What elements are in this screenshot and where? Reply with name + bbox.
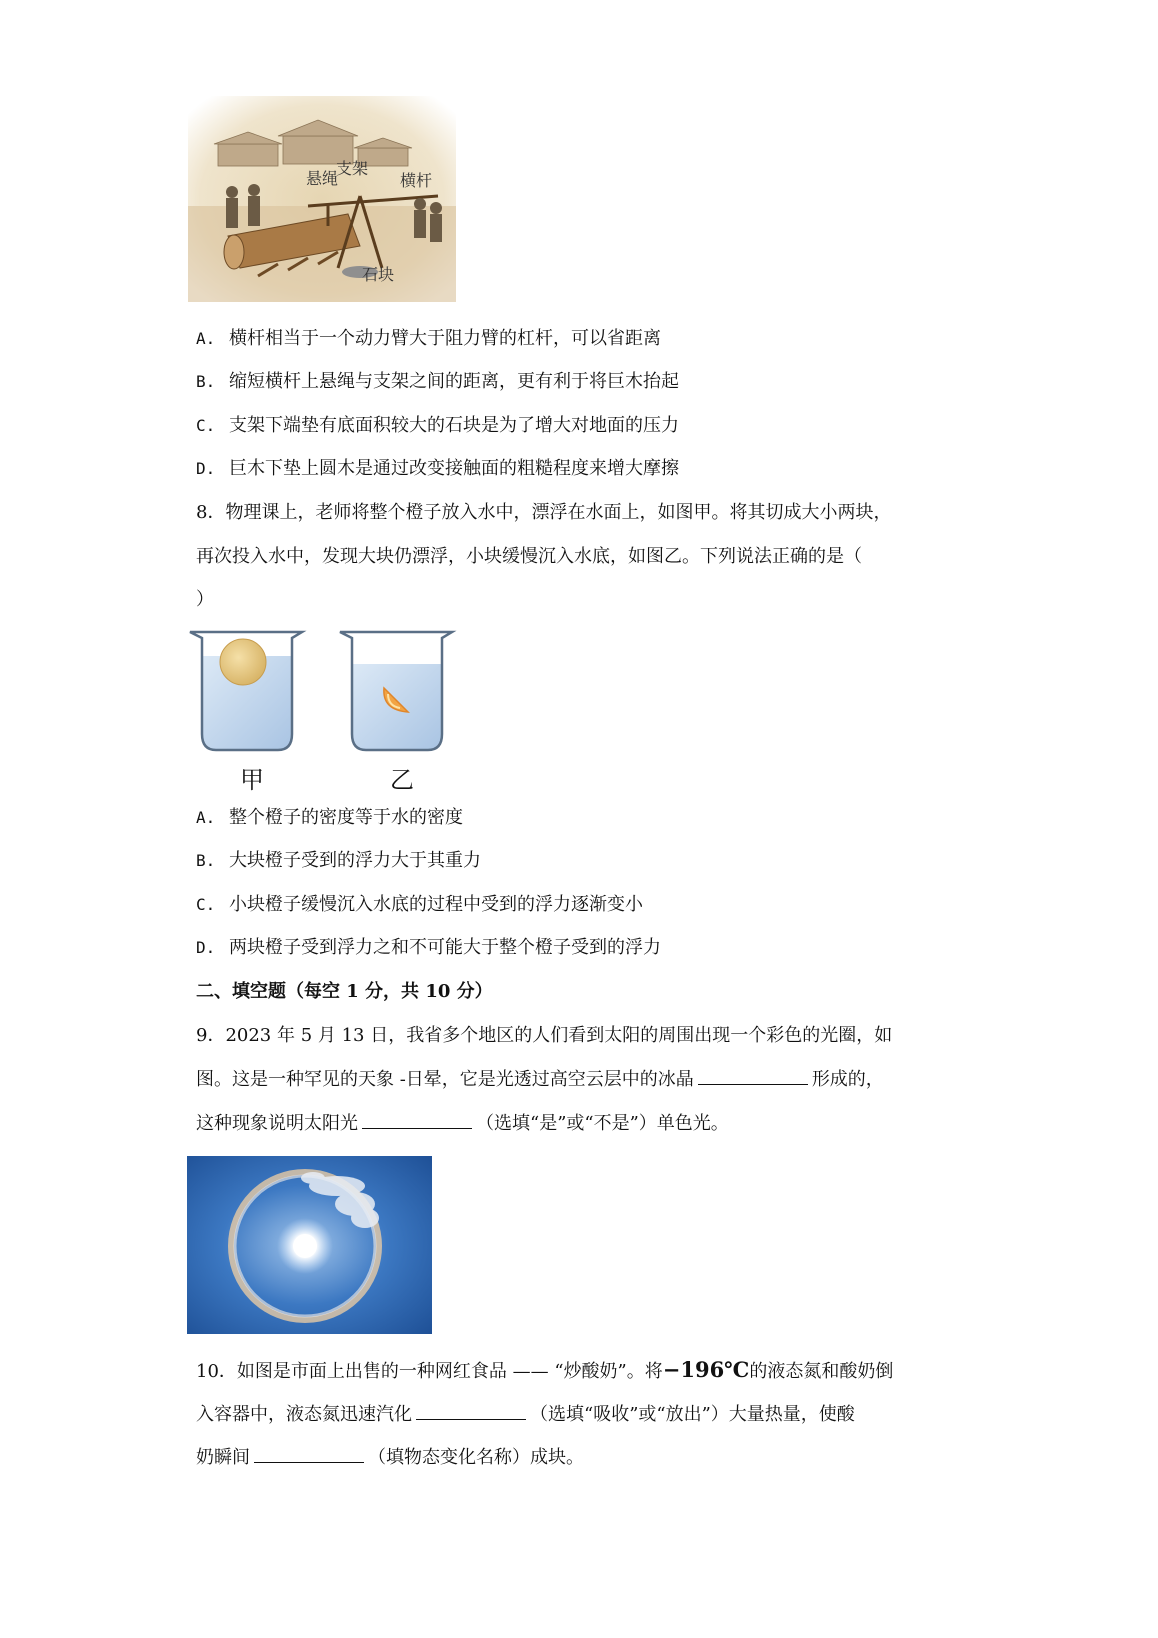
q8-line3: ） — [196, 589, 214, 610]
option-text: 巨木下垫上圆木是通过改变接触面的粗糙程度来增大摩擦 — [229, 458, 679, 479]
q10-temperature: −196℃ — [662, 1357, 750, 1382]
q10-blank-1[interactable] — [416, 1403, 526, 1420]
label-stone: 石块 — [362, 265, 395, 284]
q8-option-a — [196, 807, 463, 829]
q8-line2: 再次投入水中，发现大块仍漂浮，小块缓慢沉入水底，如图乙。下列说法正确的是（ — [196, 546, 862, 567]
option-letter: A. — [196, 329, 216, 348]
q7-option-d — [196, 458, 679, 480]
option-text: 横杆相当于一个动力臂大于阻力臂的杠杆，可以省距离 — [229, 328, 661, 349]
label-rope: 悬绳 — [306, 169, 339, 188]
q9-blank-1[interactable] — [698, 1068, 808, 1085]
sun-halo-photo — [187, 1156, 432, 1334]
option-letter: D. — [196, 459, 216, 478]
q10-line1-text-b: 的液态氮和酸奶倒 — [749, 1361, 894, 1382]
option-text: 支架下端垫有底面积较大的石块是为了增大对地面的压力 — [229, 415, 679, 436]
q8-option-b — [196, 850, 481, 872]
beaker-label-jia: 甲 — [240, 766, 264, 794]
q10-line2-text-b: （选填“吸收”或“放出”）大量热量，使酸 — [530, 1404, 855, 1425]
option-text: 两块橙子受到浮力之和不可能大于整个橙子受到的浮力 — [229, 937, 661, 958]
option-text: 缩短横杆上悬绳与支架之间的距离，更有利于将巨木抬起 — [229, 371, 679, 392]
q10-line1-text-a: 10．如图是市面上出售的一种网红食品 —— “炒酸奶”。将 — [196, 1361, 663, 1382]
option-text: 大块橙子受到的浮力大于其重力 — [229, 850, 481, 871]
q10-line3-text-b: （填物态变化名称）成块。 — [368, 1447, 584, 1468]
q7-option-b — [196, 371, 679, 393]
q10-line3-text-a: 奶瞬间 — [196, 1447, 250, 1468]
q9-line3-text-b: （选填“是”或“不是”）单色光。 — [476, 1113, 729, 1134]
beaker-figure — [186, 626, 466, 794]
option-text: 整个橙子的密度等于水的密度 — [229, 807, 463, 828]
q10-line2 — [196, 1403, 855, 1426]
option-letter: A. — [196, 808, 216, 827]
beakers-svg — [186, 626, 466, 758]
q10-line3 — [196, 1446, 584, 1469]
q9-line3 — [196, 1112, 729, 1135]
q10-line1 — [196, 1357, 893, 1385]
q7-option-c — [196, 415, 679, 437]
lever-illustration-svg — [188, 96, 456, 302]
q8-line1: 8．物理课上，老师将整个橙子放入水中，漂浮在水面上，如图甲。将其切成大小两块， — [196, 502, 892, 523]
q7-option-a — [196, 328, 661, 350]
q9-line2 — [196, 1068, 884, 1091]
option-letter: C. — [196, 895, 216, 914]
q9-line1: 9．2023 年 5 月 13 日，我省多个地区的人们看到太阳的周围出现一个彩色的光圈，如 — [196, 1025, 893, 1046]
q10-line2-text-a: 入容器中，液态氮迅速汽化 — [196, 1404, 412, 1425]
option-letter: C. — [196, 416, 216, 435]
whole-orange-icon — [220, 639, 266, 685]
label-bar: 横杆 — [400, 171, 433, 190]
q9-line2-text-a: 图。这是一种罕见的天象 -日晕，它是光透过高空云层中的冰晶 — [196, 1069, 694, 1090]
q8-option-c — [196, 894, 643, 916]
q9-blank-2[interactable] — [362, 1112, 472, 1129]
sun-halo-svg — [187, 1156, 432, 1334]
beaker-label-yi: 乙 — [390, 766, 414, 794]
q9-line3-text-a: 这种现象说明太阳光 — [196, 1113, 358, 1134]
q10-blank-2[interactable] — [254, 1446, 364, 1463]
lever-illustration — [188, 96, 456, 302]
label-support: 支架 — [336, 159, 369, 178]
option-letter: B. — [196, 372, 216, 391]
section-title: 二、填空题（每空 1 分，共 10 分） — [196, 981, 493, 1002]
q8-option-d — [196, 937, 661, 959]
option-letter: D. — [196, 938, 216, 957]
option-text: 小块橙子缓慢沉入水底的过程中受到的浮力逐渐变小 — [229, 894, 643, 915]
option-letter: B. — [196, 851, 216, 870]
q9-line2-text-b: 形成的， — [811, 1069, 884, 1090]
